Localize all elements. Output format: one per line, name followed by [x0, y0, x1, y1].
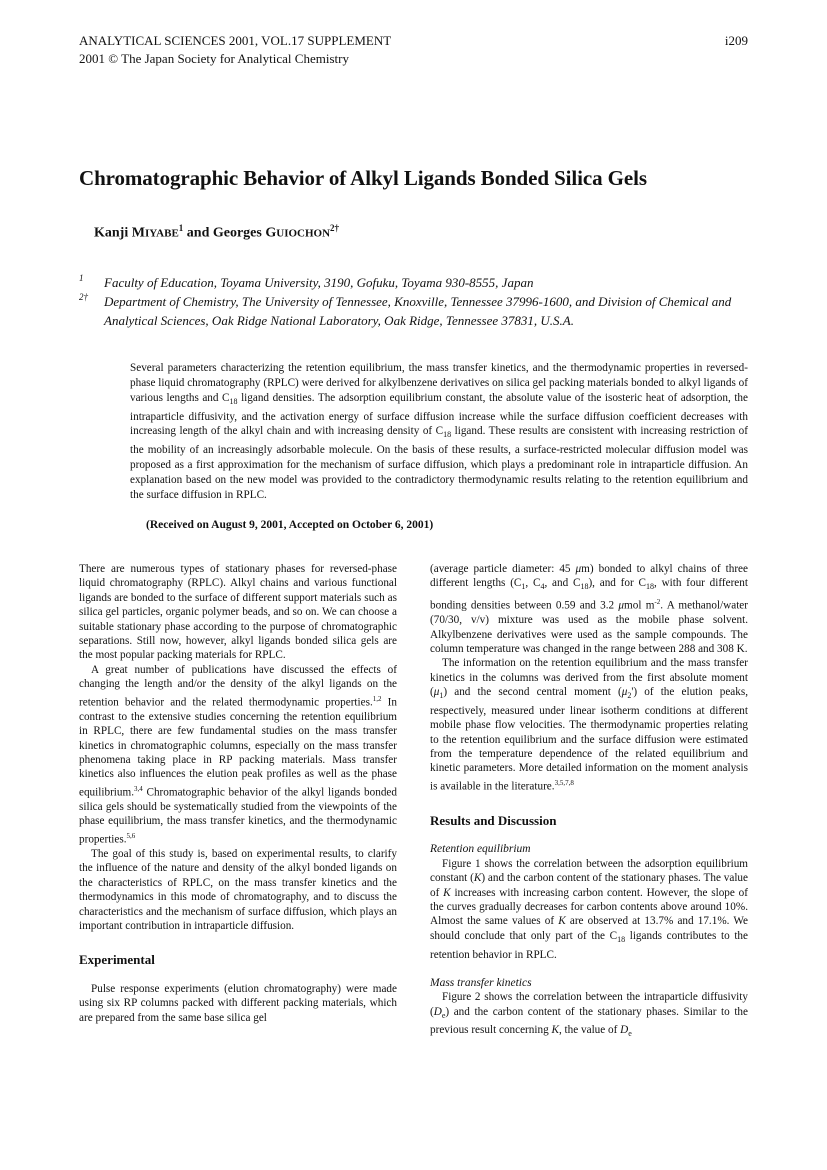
copyright-line: 2001 © The Japan Society for Analytical Chemistry: [79, 51, 349, 66]
subsection-heading-retention: Retention equilibrium: [430, 843, 531, 856]
author-1-surname: IYABE: [144, 227, 179, 240]
section-heading-results: Results and Discussion: [430, 813, 557, 829]
author-2-mark: 2†: [330, 223, 340, 233]
page-number: i209: [724, 33, 748, 48]
journal-line: ANALYTICAL SCIENCES 2001, VOL.17 SUPPLEMENT: [79, 33, 392, 48]
affiliation-text: Department of Chemistry, The University of Tennessee, Knoxville, Tennessee 37996-1600, and Division of Chemical and Analytical Sciences, Oak Ridge National Laboratory, Oak Ridge, Tennessee 37831, U.S.A.: [104, 294, 732, 328]
paper-title: Chromatographic Behavior of Alkyl Ligands Bonded Silica Gels: [79, 166, 647, 190]
affiliation-mark: 2†: [79, 292, 88, 302]
author-1-mark: 1: [178, 223, 184, 233]
paragraph: The goal of this study is, based on experimental results, to clarify the influence of the nature and density of the alkyl bonded ligands on the characteristics of RPLC, on the mass transfer kinetics and the thermodynamics in this mode of chromatography, and to discuss the characteristics and the mechanism of surface diffusion, which plays an important contribution in intraparticle diffusion.: [79, 847, 397, 932]
subsection-heading-mass-transfer: Mass transfer kinetics: [430, 976, 532, 989]
paragraph: The information on the retention equilibrium and the mass transfer kinetics in the columns was derived from the first absolute moment $(\mu_1)$ and the second central moment $(\mu_2')$ of the elution peaks, respectively, measured under linear isotherm conditions at different mobile phase flow velocities. The thermodynamic properties relating to the retention equilibrium and the surface diffusion were estimated from the temperature dependence of the related equilibrium and kinetic parameters. More detailed information on the moment analysis is available in the literature.$^{3,5,7,8}$: [430, 657, 748, 793]
paragraph: A great number of publications have discussed the effects of changing the length and/or the density of the alkyl ligands on the retention behavior and the related thermodynamic properties.$^{1,2}$ In contrast to the extensive studies concerning the retention equilibrium in RPLC, there are few fundamental studies on the mass transfer kinetics in chromatographic columns, especially on the mass transfer phenomena taking place in RP packing materials. Mass transfer kinetics also influences the elution peak profiles as well as the phase equilibrium.$^{3,4}$ Chromatographic behavior of the alkyl ligands bonded silica gels should be systematically studied from the viewpoints of the phase equilibrium, the mass transfer kinetics, and the thermodynamic properties.$^{5,6}$: [79, 663, 397, 846]
author-list: [94, 223, 339, 242]
paragraph: Figure 2 shows the correlation between the intraparticle diffusivity $(D_e)$ and the carbon content of the stationary phases. Similar to the previous result concerning K, the value of $D_e$: [430, 991, 748, 1039]
paragraph: Figure 1 shows the correlation between the adsorption equilibrium constant (K) and the carbon content of the stationary phases. The value of K increases with increasing carbon content. However, the slope of the curves gradually decreases for carbon contents above around 10%. Almost the same values of K are observed at 13.7% and 17.1%. We should conclude that only part of the $C_{18}$ ligands contributes to the retention behavior in RPLC.: [430, 857, 749, 961]
affiliation-mark: 1: [79, 273, 84, 283]
paragraph: (average particle diameter: 45 μm) bonded to alkyl chains of three different lengths ($C_1$, $C_4$, and $C_{18}$), and for $C_{18}$, with four different bonding densities between 0.59 and 3.2 μmol $m^{-2}$. A methanol/water (70/30, v/v) mixture was used as the mobile phase solvent. Alkylbenzene derivatives were used as the sample compounds. The column temperature was changed in the range between 288 and 308 K.: [430, 563, 749, 655]
author-2-surname: UIOCHON: [276, 227, 331, 240]
section-heading-experimental: Experimental: [79, 952, 155, 968]
affiliation-text: Faculty of Education, Toyama University, 3190, Gofuku, Toyama 930-8555, Japan: [104, 275, 534, 290]
abstract: Several parameters characterizing the retention equilibrium, the mass transfer kinetics, and the thermodynamic properties in reversed-phase liquid chromatography (RPLC) were derived for alkylbenzene derivatives on silica gel packing materials bonded to alkyl ligands of various lengths and $C_{18}$ ligand densities. The adsorption equilibrium constant, the absolute value of the isosteric heat of adsorption, the intraparticle diffusivity, and the activation energy of surface diffusion increase while the surface diffusion coefficient decreases with increasing length of the alkyl chain and with increasing density of $C_{18}$ ligand. These results are consistent with increasing restriction of the mobility of an increasingly adsorbable molecule. On the basis of these results, a surface-restricted molecular diffusion model was proposed as a first approximation for the mechanism of surface diffusion, which plays a predominant role in intraparticle diffusion. An explanation based on the new model was provided to the contradictory thermodynamic results relating to the retention equilibrium and the surface diffusion in RPLC.: [130, 362, 749, 501]
paragraph: Pulse response experiments (elution chromatography) were made using six RP columns packed with different packing materials, which are prepared from the same base silica gel: [79, 982, 397, 1024]
paragraph: There are numerous types of stationary phases for reversed-phase liquid chromatography (RPLC). Alkyl chains and various functional ligands are bonded to the surface of different support materials such as silica gel particles, organic polymer beads, and so on. We can choose a suitable stationary phase according to the purpose of chromatographic separations. Still now, however, alkyl ligands bonded silica gels are the most popular packing materials for RPLC.: [79, 563, 397, 662]
received-dates: (Received on August 9, 2001, Accepted on October 6, 2001): [146, 519, 434, 531]
author-2-given: and Georges G: [183, 225, 277, 241]
running-header: [79, 32, 391, 68]
body-column-right: [430, 562, 748, 1042]
affiliation-2: [79, 292, 751, 330]
affiliation-1: [79, 273, 751, 292]
body-column-left: [79, 562, 397, 1025]
author-1-given: Kanji M: [94, 225, 145, 241]
